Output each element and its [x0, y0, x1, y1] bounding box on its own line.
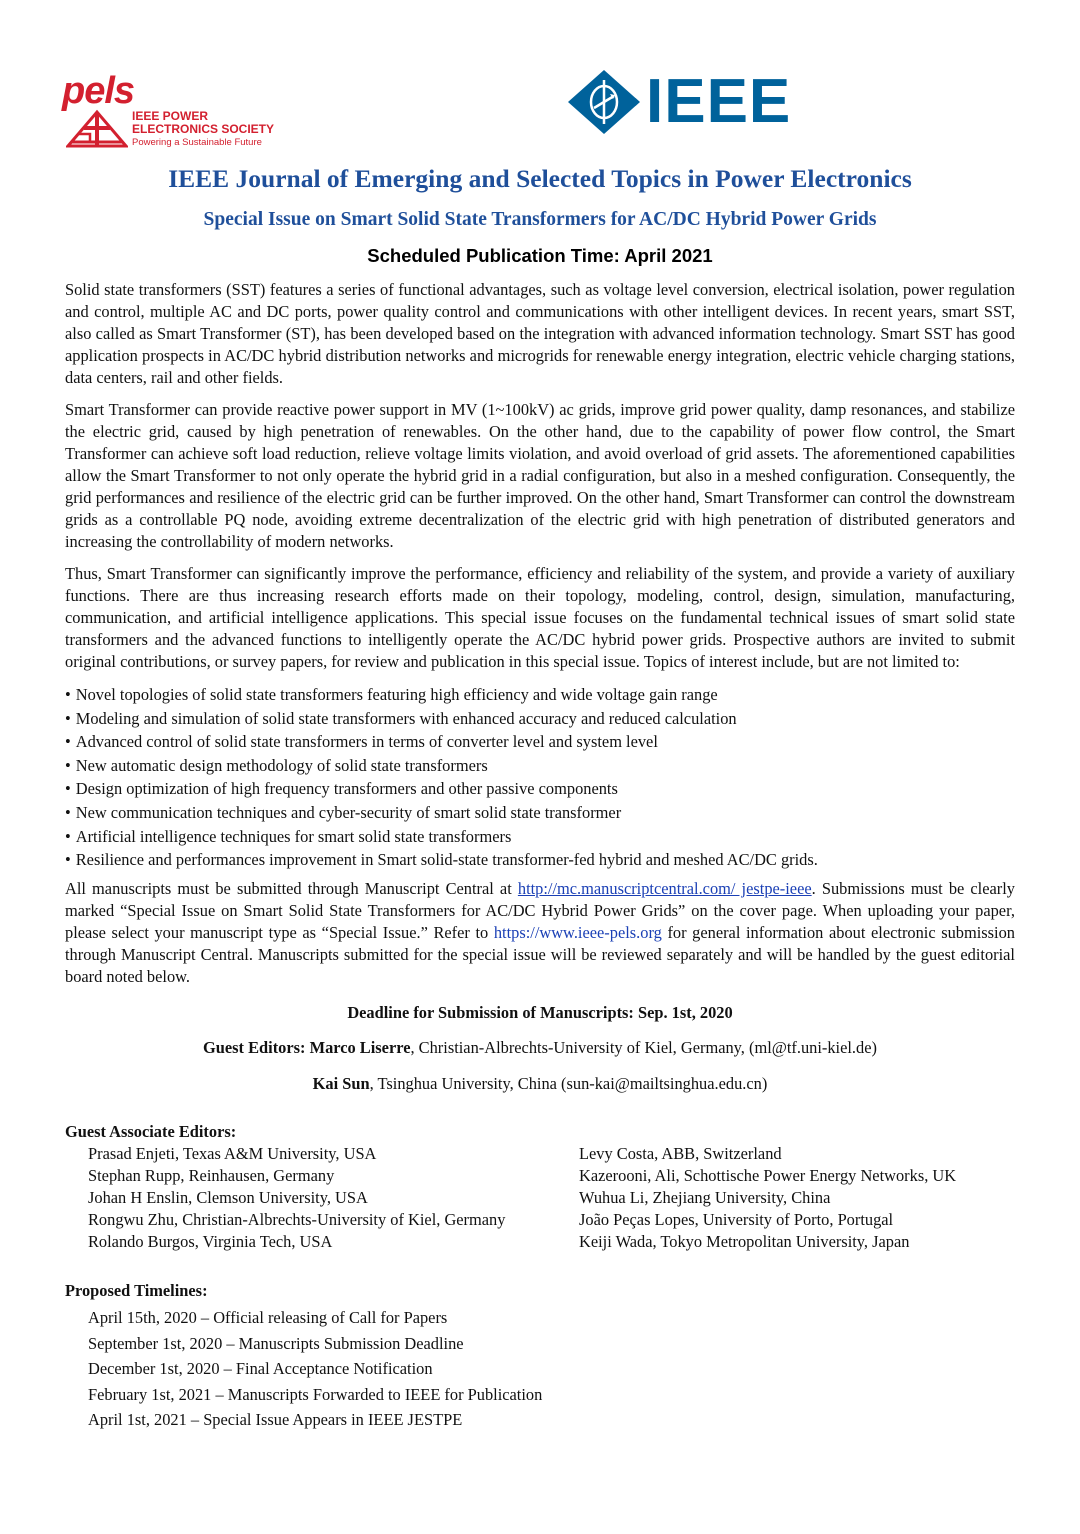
associate-editors-left-column: [88, 1143, 505, 1253]
guest-editors-line-1: [65, 1037, 1015, 1059]
submission-text-2: . Submissions must be clearly marked “Special Issue on Smart Solid State Transformers for AC/DC Hybrid Power Grids” on the cover page. When uploading your paper, please select your manuscript type as “Special Issue.” Refer to: [65, 878, 1015, 942]
timelines-list: [88, 1305, 542, 1433]
associate-editor: João Peças Lopes, University of Porto, Portugal: [579, 1210, 894, 1229]
timelines-label: Proposed Timelines:: [65, 1281, 208, 1300]
submission-paragraph: [65, 878, 1015, 988]
pels-wordmark: pels: [62, 70, 135, 112]
pels-pylon-icon: [66, 108, 128, 148]
topic-item: • New communication techniques and cyber-security of smart solid state transformer: [65, 801, 1015, 825]
timeline-item: April 15th, 2020 – Official releasing of Call for Papers: [88, 1308, 448, 1327]
associate-editor: Rolando Burgos, Virginia Tech, USA: [88, 1232, 333, 1251]
pels-line2: ELECTRONICS SOCIETY: [132, 122, 275, 136]
guest-editor-name: Marco Liserre: [309, 1037, 411, 1057]
ieee-wordmark: IEEE: [646, 67, 792, 136]
guest-editors-line-2: [65, 1073, 1015, 1095]
timeline-item: February 1st, 2021 – Manuscripts Forwarded to IEEE for Publication: [88, 1384, 543, 1404]
intro-paragraph-1: Solid state transformers (SST) features a series of functional advantages, such as voltage level conversion, electrical isolation, power regulation and control, multiple AC and DC ports, power quality control and communications with other intelligent devices. In recent years, smart SST, also called as Smart Transformer (ST), has been developed based on the integration with advanced information technology. Smart SST has good application prospects in AC/DC hybrid distribution networks and microgrids for renewable energy integration, electric vehicle charging stations, data centers, rail and other fields.: [65, 280, 1015, 387]
ieee-diamond-icon: [566, 68, 642, 136]
associate-editor: Stephan Rupp, Reinhausen, Germany: [88, 1166, 335, 1185]
topic-item: • Modeling and simulation of solid state transformers with enhanced accuracy and reduced calculation: [65, 707, 1015, 731]
associate-editors-right-column: [579, 1143, 956, 1253]
guest-editor-affiliation: , Tsinghua University, China (sun-kai@mailtsinghua.edu.cn): [369, 1073, 768, 1093]
associate-editors-label: Guest Associate Editors:: [65, 1122, 237, 1141]
guest-editor-name: Kai Sun: [312, 1073, 370, 1093]
timeline-item: December 1st, 2020 – Final Acceptance Notification: [88, 1359, 433, 1378]
associate-editor: Keiji Wada, Tokyo Metropolitan University, Japan: [579, 1232, 910, 1251]
journal-title: IEEE Journal of Emerging and Selected Topics in Power Electronics: [168, 164, 912, 193]
topic-item: • Design optimization of high frequency transformers and other passive components: [65, 777, 1015, 801]
ieee-logo: [566, 68, 826, 136]
submission-text-1: All manuscripts must be submitted through Manuscript Central at: [65, 878, 518, 898]
topic-item: • Resilience and performances improvement in Smart solid-state transformer-fed hybrid and meshed AC/DC grids.: [65, 848, 1015, 872]
body-text: [65, 279, 1015, 1095]
associate-editor: Wuhua Li, Zhejiang University, China: [579, 1188, 831, 1207]
pels-tagline: Powering a Sustainable Future: [132, 137, 262, 148]
timeline-item: September 1st, 2020 – Manuscripts Submission Deadline: [88, 1333, 464, 1353]
topic-item: • Novel topologies of solid state transformers featuring high efficiency and wide voltage gain range: [65, 683, 1015, 707]
topics-list: [65, 683, 1015, 872]
associate-editor: Kazerooni, Ali, Schottische Power Energy Networks, UK: [579, 1166, 957, 1185]
topic-item: • Advanced control of solid state transformers in terms of converter level and system level: [65, 730, 1015, 754]
topic-item: • New automatic design methodology of solid state transformers: [65, 754, 1015, 778]
associate-editor: Levy Costa, ABB, Switzerland: [579, 1144, 782, 1163]
special-issue-title: Special Issue on Smart Solid State Transformers for AC/DC Hybrid Power Grids: [203, 209, 877, 230]
topic-item: • Artificial intelligence techniques for smart solid state transformers: [65, 825, 1015, 849]
manuscript-central-link[interactable]: http://mc.manuscriptcentral.com/ jestpe-ieee: [517, 878, 812, 898]
associate-editor: Rongwu Zhu, Christian-Albrechts-University of Kiel, Germany: [88, 1210, 506, 1229]
pels-logo: [62, 70, 275, 152]
intro-paragraph-3: Thus, Smart Transformer can significantly improve the performance, efficiency and reliability of the system, and provide a variety of auxiliary functions. There are thus increasing research efforts made on their topology, modeling, control, design, simulation, manufacturing, communication, and artificial intelligence applications. This special issue focuses on the fundamental technical issues of smart solid state transformers and the advanced functions to intelligently operate the AC/DC hybrid power grids. Prospective authors are invited to submit original contributions, or survey papers, for review and publication in this special issue. Topics of interest include, but are not limited to:: [65, 564, 1015, 671]
associate-editor: Johan H Enslin, Clemson University, USA: [88, 1188, 368, 1207]
pels-line1: IEEE POWER: [132, 109, 209, 123]
guest-editors-label: Guest Editors:: [203, 1037, 306, 1057]
timeline-item: April 1st, 2021 – Special Issue Appears in IEEE JESTPE: [88, 1410, 463, 1429]
ieee-pels-link[interactable]: https://www.ieee-pels.org: [493, 922, 662, 942]
scheduled-publication: Scheduled Publication Time: April 2021: [367, 245, 713, 266]
submission-deadline: Deadline for Submission of Manuscripts: Sep. 1st, 2020: [347, 1002, 733, 1022]
intro-paragraph-2: Smart Transformer can provide reactive power support in MV (1~100kV) ac grids, improve grid power quality, damp resonances, and stabilize the electric grid, caused by high penetration of renewables. On the other hand, due to the capability of power flow control, the Smart Transformer can achieve soft load reduction, relieve voltage limits violation, and avoid overload of grid assets. The aforementioned capabilities allow the Smart Transformer to not only operate the hybrid grid in a radial configuration, but also in a meshed configuration. Consequently, the grid performances and resilience of the electric grid can be further improved. On the other hand, Smart Transformer can control the downstream grids as a controllable PQ node, avoiding extreme decentralization of the electric grid with high penetration of distributed generators and increasing the controllability of modern networks.: [65, 400, 1015, 551]
guest-editor-affiliation: , Christian-Albrechts-University of Kiel, Germany, (ml@tf.uni-kiel.de): [410, 1037, 877, 1057]
submission-text-3: for general information about electronic submission through Manuscript Central. Manuscripts submitted for the special issue will be reviewed separately and will be handled by the guest editorial board noted below.: [65, 922, 1016, 986]
associate-editor: Prasad Enjeti, Texas A&M University, USA: [88, 1144, 377, 1163]
